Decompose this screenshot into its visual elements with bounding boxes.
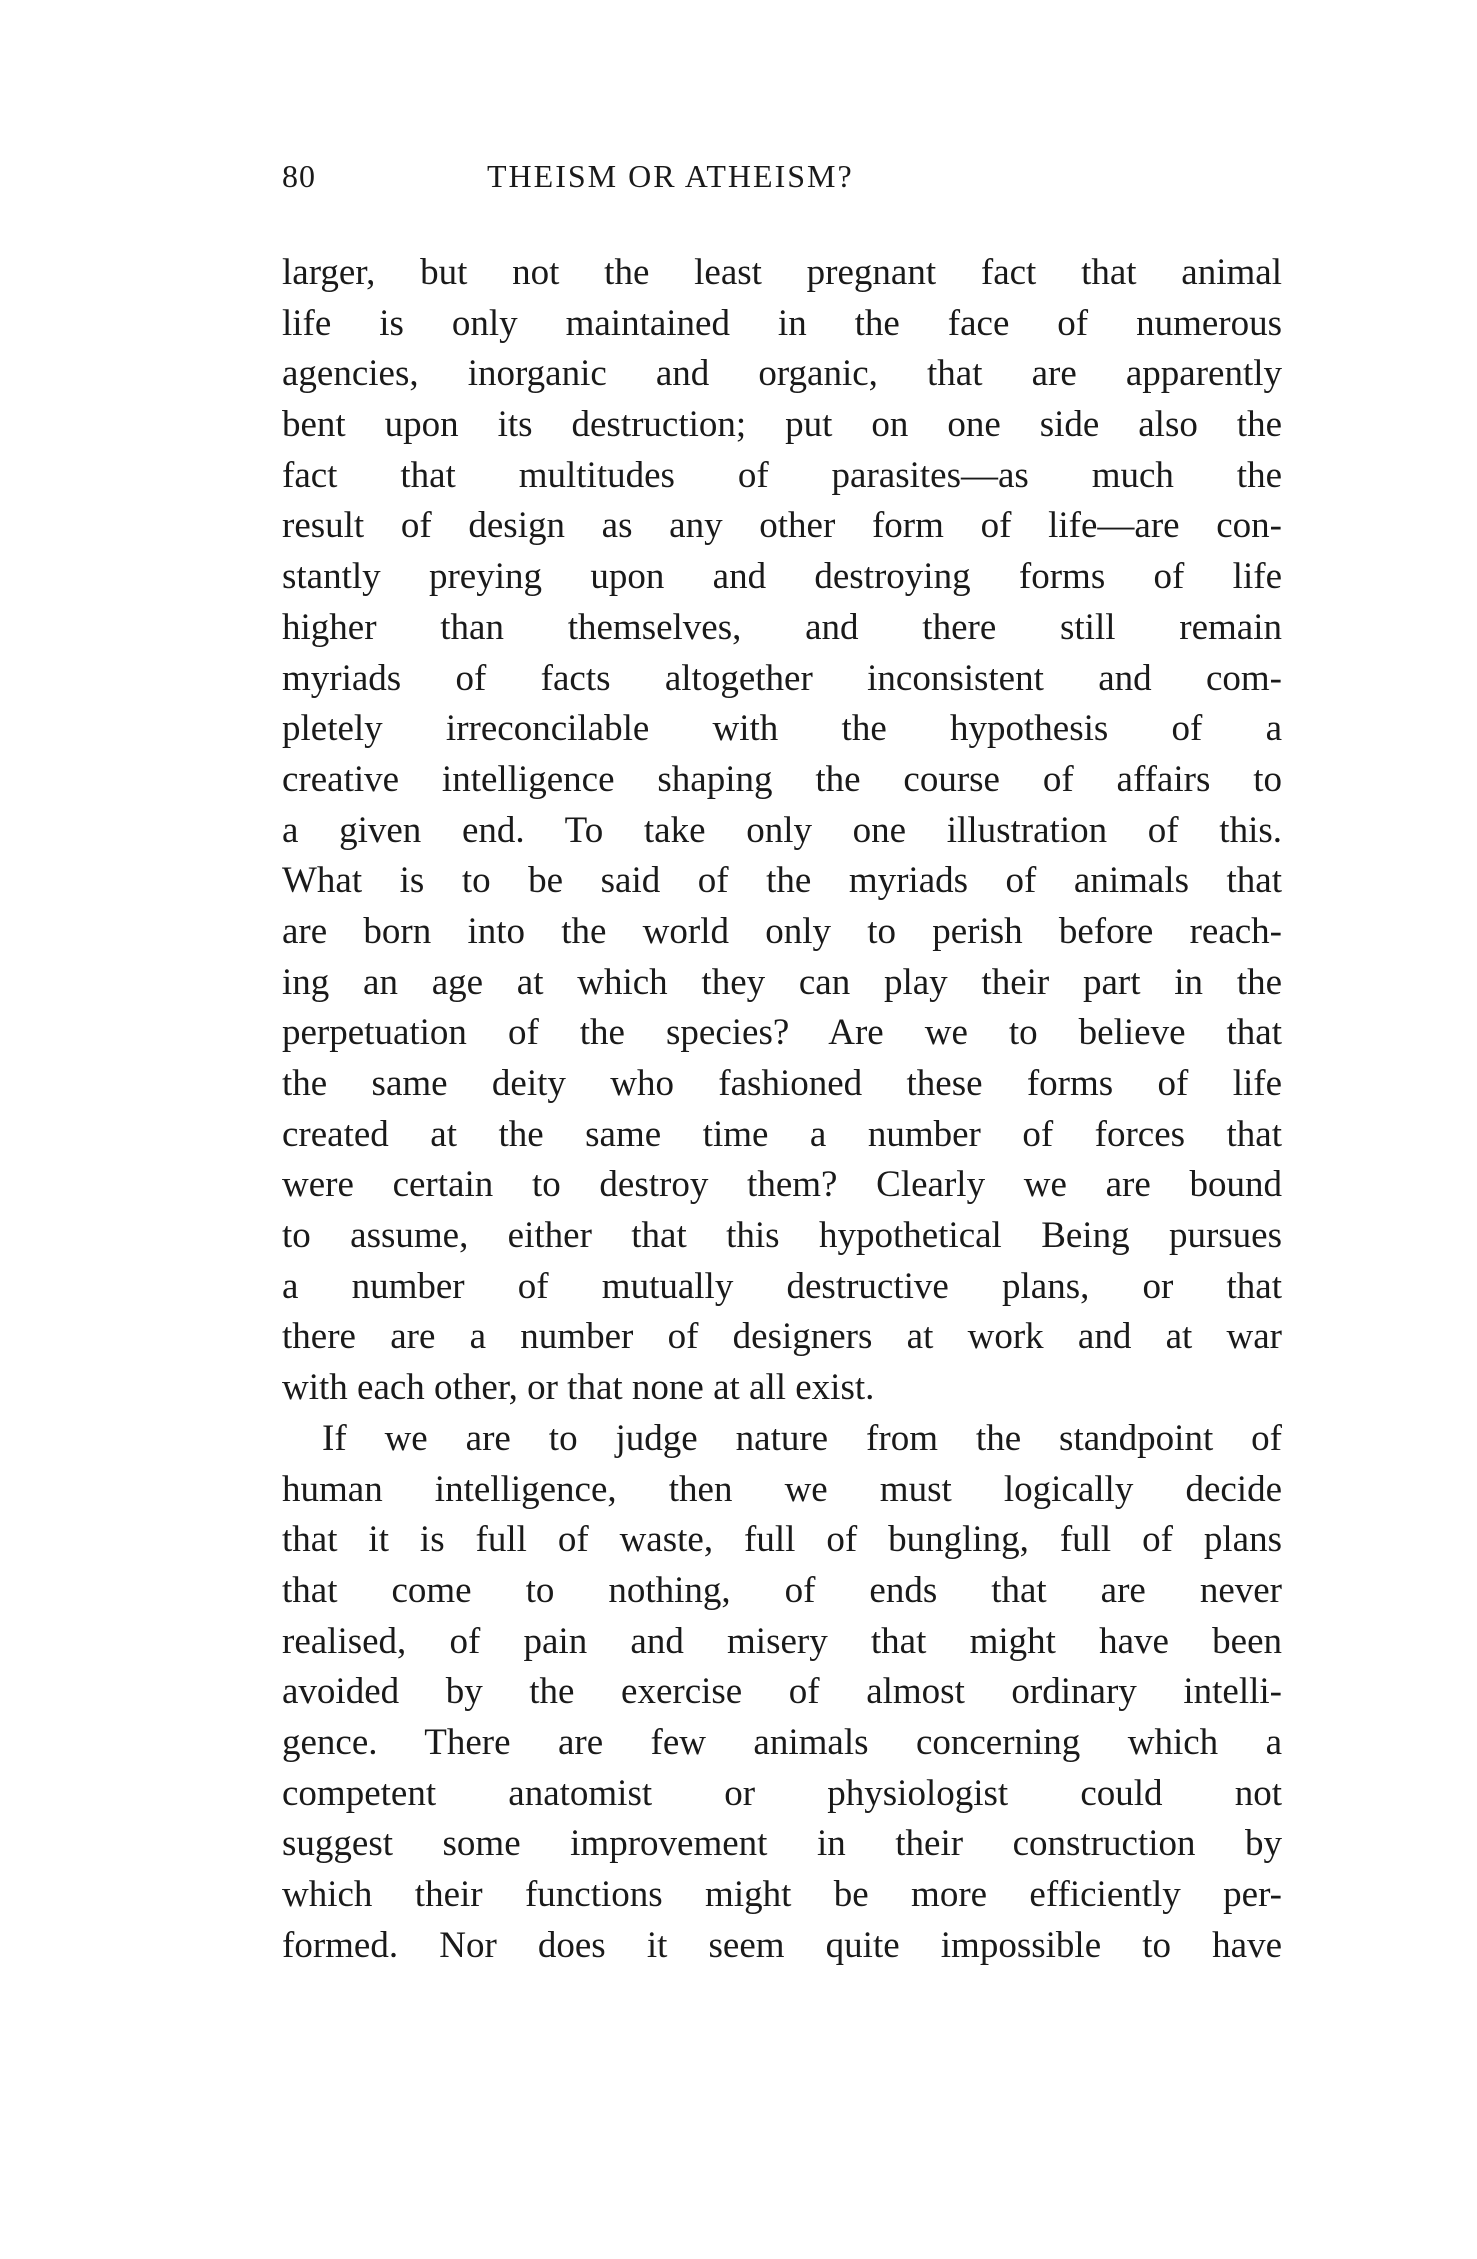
text-line: created at the same time a number of forces that bbox=[282, 1113, 1282, 1155]
text-line: If we are to judge nature from the standpoint of bbox=[322, 1417, 1282, 1459]
text-line: to assume, either that this hypothetical Being pursues bbox=[282, 1215, 1282, 1257]
text-line: What is to be said of the myriads of animals that bbox=[282, 860, 1282, 902]
text-line: competent anatomist or physiologist could not bbox=[282, 1772, 1282, 1814]
text-line: realised, of pain and misery that might have been bbox=[282, 1620, 1282, 1662]
text-line: creative intelligence shaping the course of affairs to bbox=[282, 758, 1282, 800]
text-line: stantly preying upon and destroying forms of life bbox=[282, 556, 1282, 598]
text-line: human intelligence, then we must logically decide bbox=[282, 1468, 1282, 1510]
text-line: pletely irreconcilable with the hypothesis of a bbox=[282, 708, 1282, 750]
text-line: that come to nothing, of ends that are never bbox=[282, 1569, 1282, 1611]
text-line: agencies, inorganic and organic, that are apparently bbox=[282, 353, 1282, 395]
text-line: with each other, or that none at all exist. bbox=[282, 1367, 875, 1409]
text-line: are born into the world only to perish before reach- bbox=[282, 910, 1282, 952]
text-line: a given end. To take only one illustration of this. bbox=[282, 809, 1282, 851]
text-line: which their functions might be more efficiently per- bbox=[282, 1874, 1282, 1915]
paragraph-2 bbox=[282, 1414, 1282, 1972]
text-line: gence. There are few animals concerning which a bbox=[282, 1721, 1282, 1763]
body-text bbox=[282, 248, 1282, 1971]
text-line: there are a number of designers at work and at war bbox=[282, 1316, 1282, 1358]
text-line: fact that multitudes of parasites—as much the bbox=[282, 454, 1282, 496]
text-line: formed. Nor does it seem quite impossible to have bbox=[282, 1924, 1282, 1966]
paragraph-1 bbox=[282, 248, 1282, 1414]
text-line: bent upon its destruction; put on one side also the bbox=[282, 404, 1282, 446]
page-number: 80 bbox=[282, 158, 316, 194]
page-header bbox=[282, 158, 1262, 206]
text-line: the same deity who fashioned these forms of life bbox=[282, 1063, 1282, 1104]
text-line: myriads of facts altogether inconsistent and com- bbox=[282, 657, 1282, 699]
text-line: larger, but not the least pregnant fact that animal bbox=[282, 252, 1282, 293]
text-line: life is only maintained in the face of numerous bbox=[282, 302, 1282, 344]
text-line: perpetuation of the species? Are we to believe that bbox=[282, 1012, 1282, 1054]
text-line: ing an age at which they can play their part in the bbox=[282, 961, 1282, 1003]
text-line: were certain to destroy them? Clearly we are bound bbox=[282, 1164, 1282, 1206]
running-title: THEISM OR ATHEISM? bbox=[487, 158, 854, 194]
text-line: higher than themselves, and there still remain bbox=[282, 606, 1282, 648]
text-line: a number of mutually destructive plans, or that bbox=[282, 1265, 1282, 1307]
text-line: avoided by the exercise of almost ordinary intelli- bbox=[282, 1671, 1282, 1713]
text-line: result of design as any other form of life—are con- bbox=[282, 505, 1282, 547]
text-line: suggest some improvement in their construction by bbox=[282, 1823, 1282, 1865]
text-line: that it is full of waste, full of bungling, full of plans bbox=[282, 1519, 1282, 1561]
